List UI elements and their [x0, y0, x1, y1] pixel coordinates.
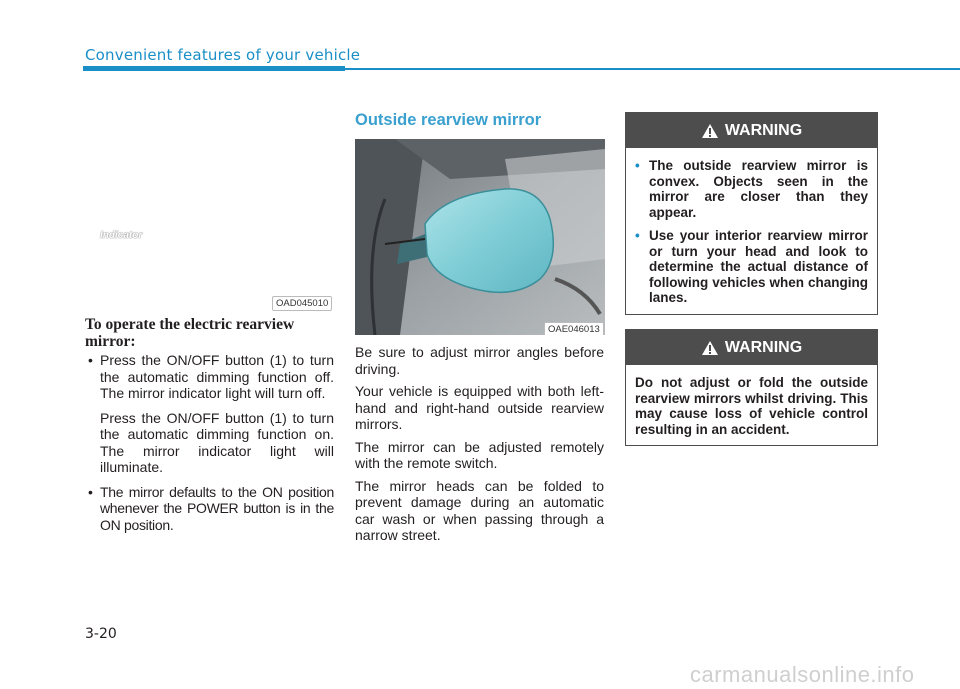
page-number: 3-20: [85, 626, 117, 642]
warning-box-convex: [625, 112, 878, 315]
bullet-dot-icon: •: [88, 352, 93, 368]
warning-box-fold: [625, 329, 878, 446]
indicator-callout-label: Indicator: [100, 230, 143, 241]
bullet-item: [85, 352, 334, 476]
watermark: carmanualsonline.info: [690, 662, 915, 687]
figure-code-label: OAD045010: [272, 296, 332, 311]
body-paragraph: Be sure to adjust mirror angles before driving.: [355, 344, 604, 377]
bullet-paragraph: The mirror defaults to the ON position whenever the POWER button is in the ON position.: [100, 483, 334, 533]
warning-item-text: The outside rearview mirror is convex. Objects seen in the mirror are closer than they appear.: [649, 158, 868, 220]
body-paragraph: The mirror can be adjusted remotely with the remote switch.: [355, 438, 604, 471]
operate-subheading: To operate the electric rearview mirror:: [85, 316, 295, 350]
warning-header: [626, 330, 877, 365]
warning-body: [626, 365, 877, 445]
header-rule: [345, 68, 960, 70]
side-mirror-photo: [355, 139, 605, 335]
outside-mirror-title: Outside rearview mirror: [355, 111, 542, 129]
warning-item: [635, 158, 868, 220]
warning-triangle-icon: [701, 123, 719, 139]
figure-code-label: OAE046013: [544, 322, 604, 335]
header-accent-bar: [83, 66, 345, 71]
warning-item: [635, 228, 868, 306]
bullet-paragraph: Press the ON/OFF button (1) to turn the automatic dimming function on. The mirror indicator light will illuminate.: [100, 409, 334, 475]
warning-triangle-icon: [701, 340, 719, 356]
operation-bullet-list: [85, 352, 334, 541]
section-header-title: Convenient features of your vehicle: [85, 46, 361, 64]
warning-item-text: Use your interior rearview mirror or turn your head and look to determine the actual distance of following vehicles when changing lanes.: [649, 228, 868, 305]
bullet-dot-icon: •: [635, 228, 640, 243]
bullet-dot-icon: •: [635, 158, 640, 173]
warning-heading: WARNING: [724, 338, 803, 356]
bullet-paragraph: Press the ON/OFF button (1) to turn the automatic dimming function off. The mirror indicator light will turn off.: [100, 352, 334, 401]
bullet-item: [85, 484, 334, 534]
warning-header: [626, 113, 877, 148]
warning-heading: WARNING: [724, 121, 803, 139]
warning-body: [626, 148, 877, 314]
bullet-dot-icon: •: [88, 483, 93, 500]
outside-mirror-text: [355, 344, 604, 550]
warning-text: Do not adjust or fold the outside rearview mirrors whilst driving. This may cause loss of vehicle control resulting in an accident.: [635, 375, 868, 437]
body-paragraph: Your vehicle is equipped with both left-hand and right-hand outside rearview mirrors.: [355, 383, 604, 432]
body-paragraph: The mirror heads can be folded to prevent damage during an automatic car wash or when passing through a narrow street.: [355, 477, 604, 543]
